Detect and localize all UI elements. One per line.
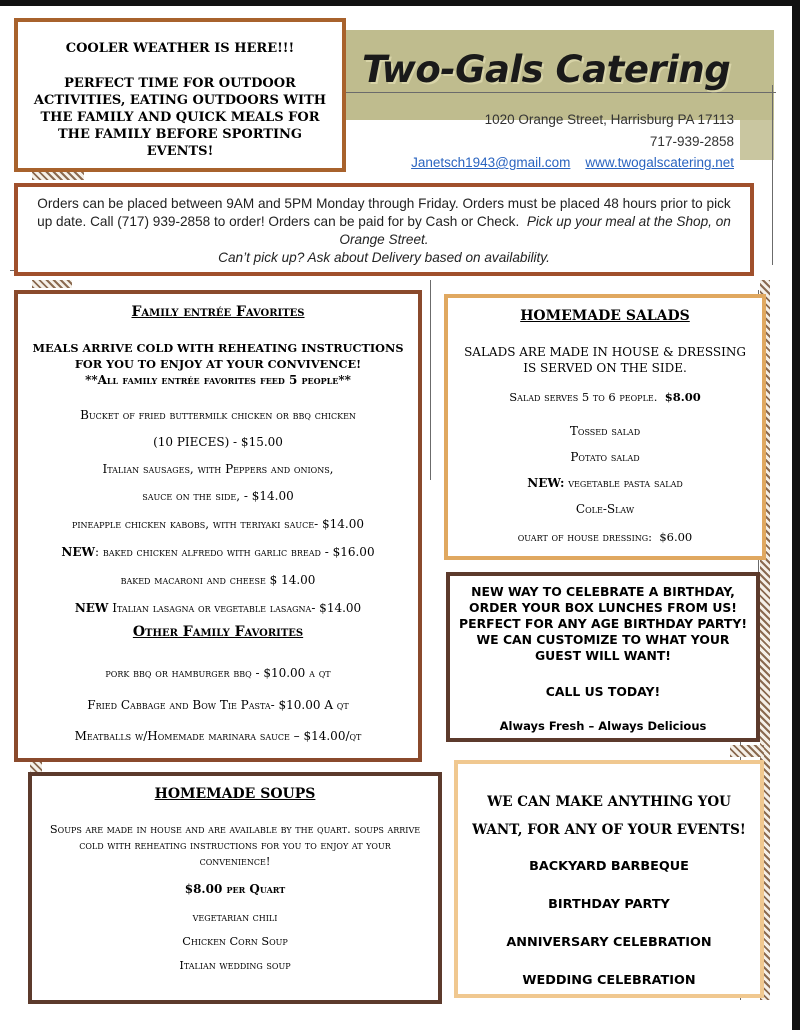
menu-item: Bucket of fried buttermilk chicken or bbq chicken [80,408,356,422]
ordering-info-box [14,183,754,276]
menu-item: Fried Cabbage and Bow Tie Pasta- $10.00 A qt [87,698,349,712]
menu-item: NEW: vegetable pasta salad [527,476,683,490]
promo-box [14,18,346,172]
event-item: BACKYARD BARBEQUE [529,859,689,874]
hatch-pattern [32,172,84,180]
ordering-delivery: Can’t pick up? Ask about Delivery based on availability. [218,250,550,265]
birthday-box [446,572,760,742]
menu-item: baked macaroni and cheese $ 14.00 [120,573,316,587]
menu-item: Chicken Corn Soup [182,935,288,948]
menu-item: NEW Italian lasagna or vegetable lasagna- $14.00 [74,601,362,615]
event-item: ANNIVERSARY CELEBRATION [506,935,712,950]
menu-item: Potato salad [570,450,640,464]
salads-dressing: ouart of house dressing: $6.00 [517,530,693,544]
email-link[interactable]: Janetsch1943@gmail.com [411,155,571,170]
header-band-tail [740,120,774,160]
promo-text: PERFECT TIME FOR OUTDOOR ACTIVITIES, EATING OUTDOORS WITH THE FAMILY AND QUICK MEALS FOR THE FAMILY BEFORE SPORTING EVENTS! [33,76,327,159]
deco-line [430,280,431,480]
address: 1020 Orange Street, Harrisburg PA 17113 [484,112,734,127]
new-tag: NEW: [527,476,565,490]
other-heading: Other Family Favorites [132,624,304,640]
new-tag: NEW [74,601,109,615]
phone: 717-939-2858 [649,134,734,149]
hatch-pattern [730,745,764,757]
menu-item: Italian wedding soup [179,959,291,972]
top-border [0,0,800,6]
birthday-call: CALL US TODAY! [545,684,661,699]
menu-item: NEW: baked chicken alfredo with garlic bread - $16.00 [61,545,375,559]
menu-item-price: (10 PIECES) - $15.00 [153,435,283,449]
salads-heading: HOMEMADE SALADS [520,308,690,324]
right-border [792,0,800,1030]
salads-note: SALADS ARE MADE IN HOUSE & DRESSING IS SERVED ON THE SIDE. [464,345,746,375]
soups-price: $8.00 per Quart [184,882,286,896]
event-item: WEDDING CELEBRATION [522,973,696,988]
family-note: MEALS ARRIVE COLD WITH REHEATING INSTRUCTIONS FOR YOU TO ENJOY AT YOUR CONVIVENCE! [32,341,404,371]
salads-box [444,294,766,560]
hatch-pattern [32,280,72,288]
menu-item: Meatballs w/Homemade marinara sauce – $14.00/qt [74,729,362,743]
deco-line [346,92,776,93]
business-title: Two-Gals Catering [362,48,731,91]
event-item: BIRTHDAY PARTY [548,897,670,912]
menu-item-price: sauce on the side, - $14.00 [142,489,294,503]
soups-heading: HOMEMADE SOUPS [154,786,316,802]
events-box [454,760,764,998]
deco-line [772,85,773,265]
birthday-text: NEW WAY TO CELEBRATE A BIRTHDAY, ORDER YOUR BOX LUNCHES FROM US! PERFECT FOR ANY AGE BIRTHDAY PARTY! WE CAN CUSTOMIZE TO WHAT YOUR GUEST WILL WANT! [459,584,747,663]
website-link[interactable]: www.twogalscatering.net [585,155,734,170]
family-heading: Family entrée Favorites [131,304,305,320]
ordering-hours: Orders can be placed between 9AM and 5PM Monday through Friday. Orders must be placed 48 hours prior to pick up date. Call (717) 939-2858 to order! Orders can be paid for by Cash or Check. [37,196,731,229]
menu-item: vegetarian chili [192,911,278,924]
menu-item: Tossed salad [569,424,641,438]
new-tag: NEW [61,545,95,559]
salads-serves: Salad serves 5 to 6 people. $8.00 [509,390,701,404]
contact-links [411,155,734,170]
events-headline: WE CAN MAKE ANYTHING YOU WANT, FOR ANY OF YOUR EVENTS! [472,794,746,838]
ordering-pickup: Pick up your meal at the Shop, on Orange Street. [339,214,731,247]
birthday-slogan: Always Fresh – Always Delicious [499,719,707,733]
promo-headline: COOLER WEATHER IS HERE!!! [65,41,295,56]
menu-item: pork bbq or hamburger bbq - $10.00 a qt [105,666,331,680]
family-serves-note: **All family entrée favorites feed 5 people** [85,373,351,387]
soups-box [28,772,442,1004]
menu-item: pineapple chicken kabobs, with teriyaki sauce- $14.00 [72,517,364,531]
menu-item: Italian sausages, with Peppers and onions, [102,462,334,476]
soups-note: Soups are made in house and are available by the quart. soups arrive cold with reheating instructions for you to enjoy at your convenience! [49,823,421,868]
menu-item: Cole-Slaw [575,502,635,516]
family-favorites-box [14,290,422,762]
